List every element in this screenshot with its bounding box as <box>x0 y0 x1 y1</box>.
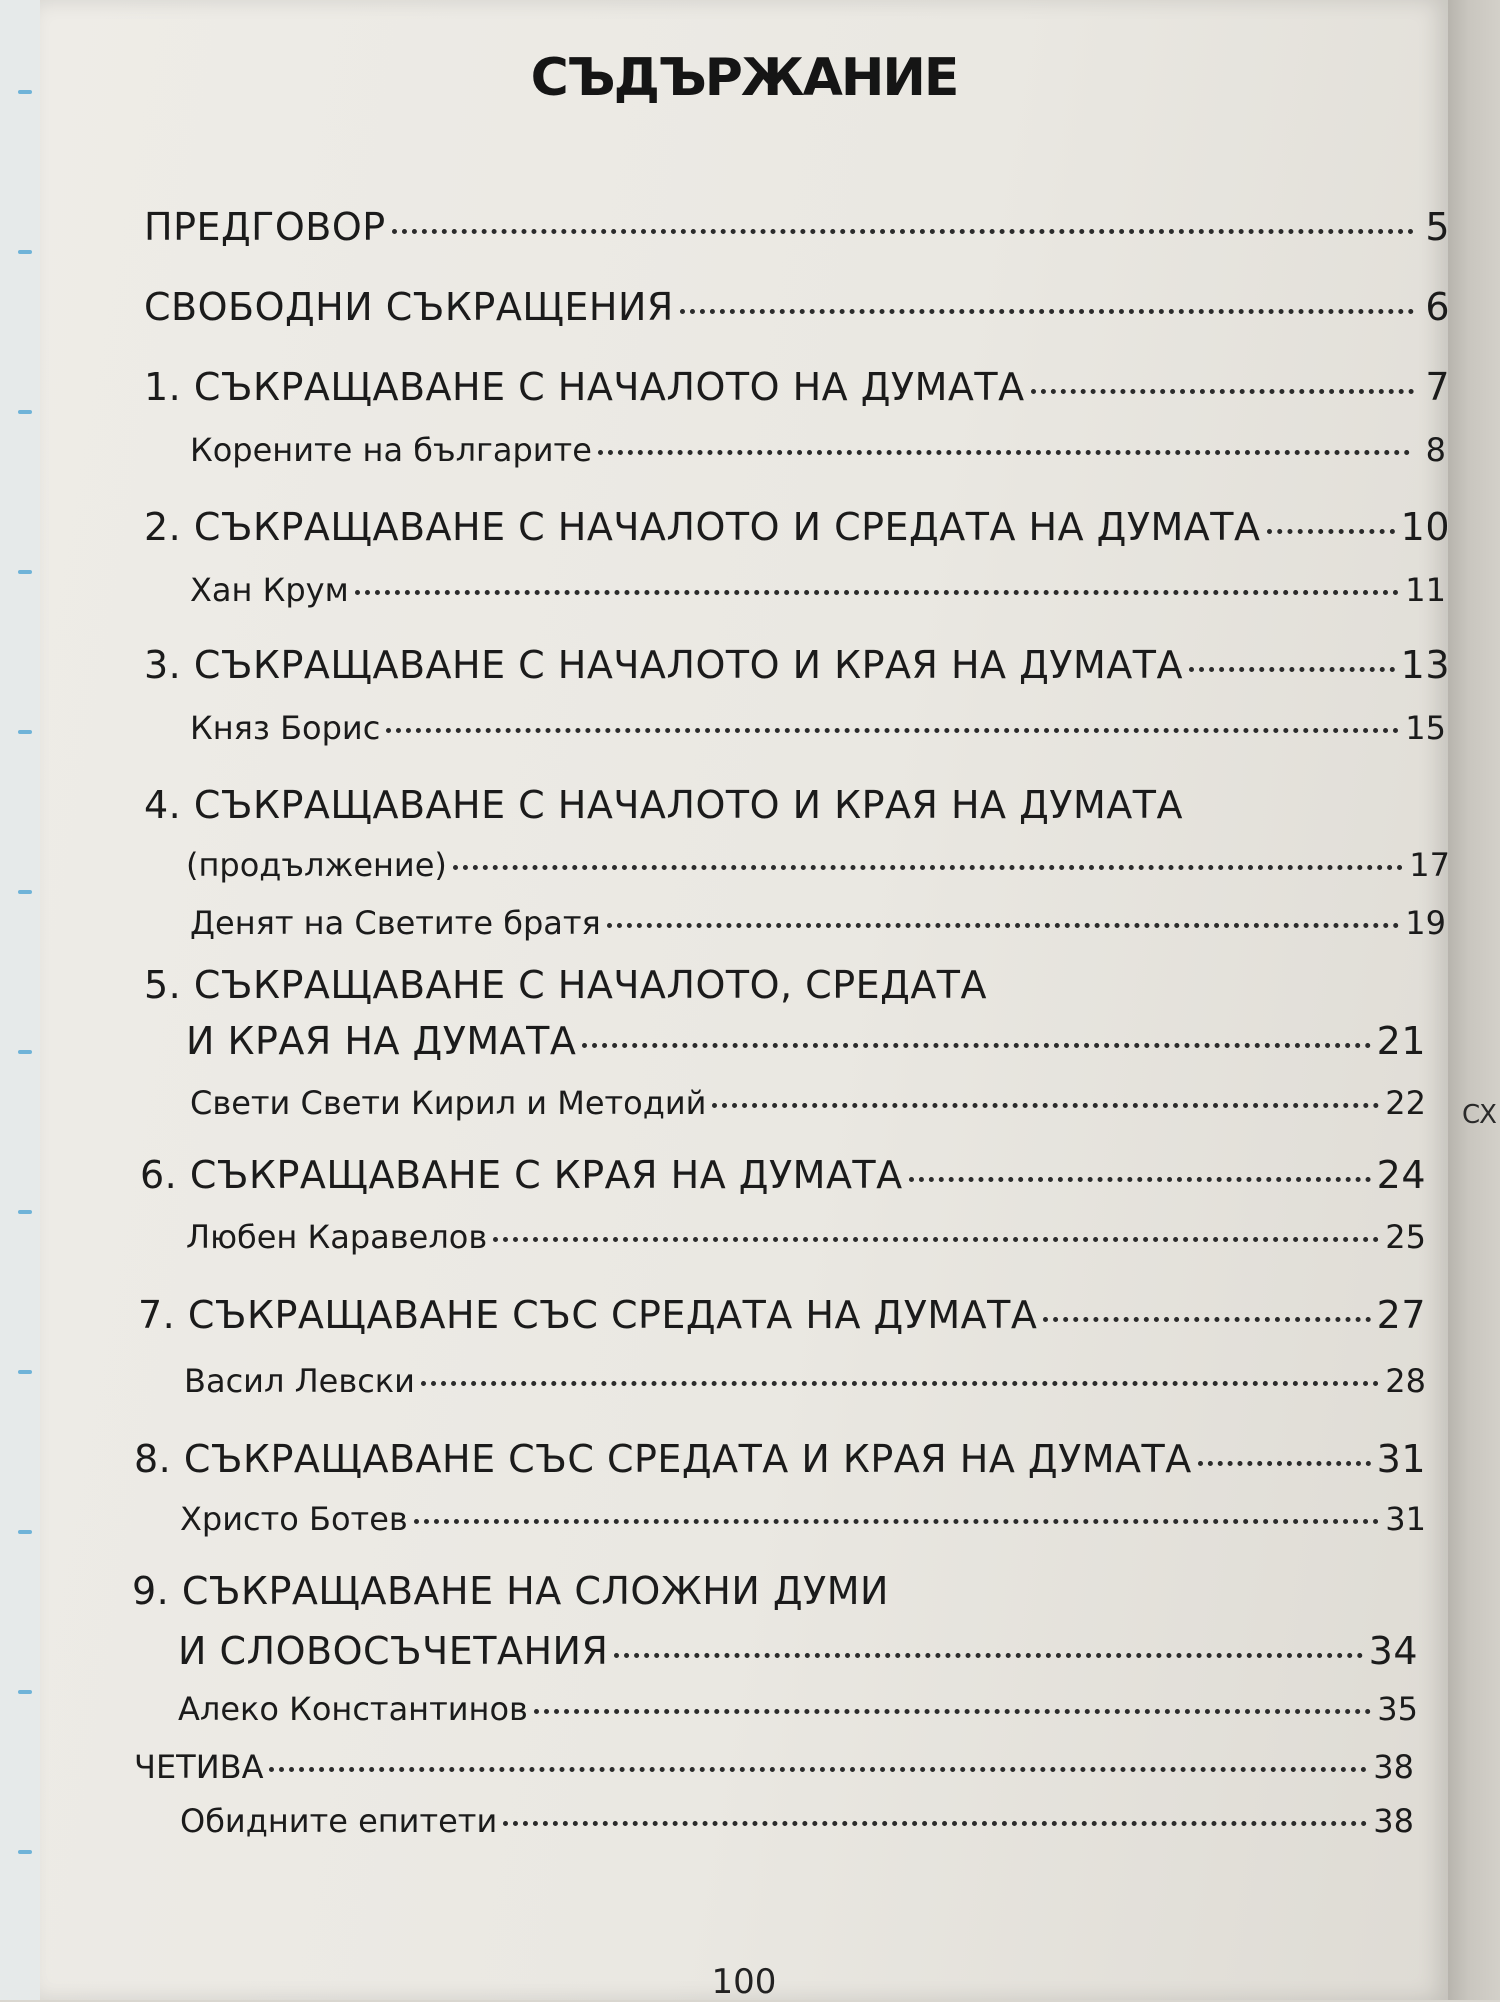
toc-label: Обидните епитети <box>180 1802 498 1840</box>
margin-dash <box>18 410 32 414</box>
toc-label: 7. СЪКРАЩАВАНЕ СЪС СРЕДАТА НА ДУМАТА <box>138 1293 1038 1337</box>
margin-dash <box>18 1690 32 1694</box>
toc-subentry-chapter-8[interactable] <box>180 1494 1426 1544</box>
toc-label: 2. СЪКРАЩАВАНЕ С НАЧАЛОТО И СРЕДАТА НА ДУМАТА <box>144 505 1261 549</box>
toc-page-number: 27 <box>1376 1293 1426 1337</box>
toc-label: Хан Крум <box>190 571 349 609</box>
leader-dots <box>582 1041 1370 1048</box>
margin-dash <box>18 1370 32 1374</box>
margin-dash <box>18 570 32 574</box>
toc-subentry-chapter-1[interactable] <box>190 425 1446 475</box>
toc-label: 6. СЪКРАЩАВАНЕ С КРАЯ НА ДУМАТА <box>140 1153 903 1197</box>
toc-page-number: 34 <box>1368 1629 1418 1673</box>
toc-subentry-chapter-5[interactable] <box>190 1078 1426 1128</box>
toc-page-number: 5 <box>1425 205 1450 249</box>
toc-entry-chapter-3[interactable] <box>144 640 1450 690</box>
toc-subentry-chapter-6[interactable] <box>186 1212 1426 1262</box>
toc-page-number: 19 <box>1405 904 1446 942</box>
leader-dots <box>453 863 1403 870</box>
toc-label: Княз Борис <box>190 709 381 747</box>
toc-subentry-chapter-2[interactable] <box>190 565 1446 615</box>
toc-page-number: 15 <box>1405 709 1446 747</box>
leader-dots <box>1031 387 1414 394</box>
toc-label: (продължение) <box>186 846 447 884</box>
leader-dots <box>355 588 1400 595</box>
toc-page-number: 31 <box>1376 1437 1426 1481</box>
leader-dots <box>614 1651 1362 1658</box>
book-page <box>40 0 1448 2000</box>
table-of-contents <box>40 0 1448 2000</box>
leader-dots <box>1198 1459 1371 1466</box>
toc-label: 3. СЪКРАЩАВАНЕ С НАЧАЛОТО И КРАЯ НА ДУМАТА <box>144 643 1183 687</box>
left-page-edge <box>0 0 41 2000</box>
toc-entry-chapter-4[interactable] <box>186 840 1450 890</box>
leader-dots <box>909 1175 1371 1182</box>
toc-page-number: 24 <box>1376 1153 1426 1197</box>
toc-label: 8. СЪКРАЩАВАНЕ СЪС СРЕДАТА И КРАЯ НА ДУМАТА <box>134 1437 1192 1481</box>
toc-entry-free-abbreviations[interactable] <box>144 282 1450 332</box>
toc-entry-chapter-5[interactable] <box>186 1016 1426 1066</box>
toc-entry-chapter-6[interactable] <box>140 1150 1426 1200</box>
toc-page-number: 17 <box>1409 846 1450 884</box>
toc-label: ПРЕДГОВОР <box>144 205 386 249</box>
toc-page-number: 21 <box>1376 1019 1426 1063</box>
toc-page-number: 11 <box>1405 571 1446 609</box>
toc-page-number: 38 <box>1373 1802 1414 1840</box>
toc-entry-chapter-1[interactable] <box>144 362 1450 412</box>
leader-dots <box>1267 527 1395 534</box>
leader-dots <box>392 227 1414 234</box>
leader-dots <box>680 307 1414 314</box>
toc-entry-chapter-9[interactable] <box>178 1626 1418 1676</box>
margin-dash <box>18 730 32 734</box>
toc-page-number: 28 <box>1385 1362 1426 1400</box>
toc-page-number: 35 <box>1377 1690 1418 1728</box>
toc-label: Корените на българите <box>190 431 592 469</box>
toc-label: И КРАЯ НА ДУМАТА <box>186 1019 577 1063</box>
leader-dots <box>493 1235 1379 1242</box>
leader-dots <box>712 1101 1379 1108</box>
leader-dots <box>414 1517 1380 1524</box>
leader-dots <box>1043 1315 1370 1322</box>
margin-dash <box>18 90 32 94</box>
toc-page-number: 8 <box>1425 431 1446 469</box>
toc-label: И СЛОВОСЪЧЕТАНИЯ <box>178 1629 609 1673</box>
toc-page-number: 31 <box>1385 1500 1426 1538</box>
margin-dash <box>18 1530 32 1534</box>
toc-entry-chapter-8[interactable] <box>134 1434 1426 1484</box>
toc-subentry-chapter-3[interactable] <box>190 703 1446 753</box>
toc-subentry-chapter-7[interactable] <box>184 1356 1426 1406</box>
toc-label: Свети Свети Кирил и Методий <box>190 1084 707 1122</box>
toc-entry-chapter-7[interactable] <box>138 1290 1426 1340</box>
margin-dash <box>18 1210 32 1214</box>
toc-page-number: 13 <box>1400 643 1450 687</box>
leader-dots <box>534 1707 1371 1714</box>
toc-entry-readings[interactable] <box>134 1742 1414 1792</box>
toc-page-number: 22 <box>1385 1084 1426 1122</box>
page-number: 100 <box>711 1962 777 2002</box>
leader-dots <box>1189 665 1395 672</box>
toc-entry-chapter-4-line1[interactable]: 4. СЪКРАЩАВАНЕ С НАЧАЛОТО И КРАЯ НА ДУМАТА <box>144 783 1183 827</box>
toc-label: Алеко Константинов <box>178 1690 528 1728</box>
toc-entry-chapter-5-line1[interactable]: 5. СЪКРАЩАВАНЕ С НАЧАЛОТО, СРЕДАТА <box>144 963 988 1007</box>
toc-page-number: 7 <box>1425 365 1450 409</box>
leader-dots <box>503 1819 1367 1826</box>
right-page-edge <box>1448 0 1500 2000</box>
toc-entry-preface[interactable] <box>144 202 1450 252</box>
edge-text: СХ <box>1462 1100 1496 1130</box>
toc-label: ЧЕТИВА <box>134 1748 264 1786</box>
margin-dash <box>18 1850 32 1854</box>
leader-dots <box>607 921 1400 928</box>
toc-page-number: 10 <box>1400 505 1450 549</box>
margin-dash <box>18 890 32 894</box>
leader-dots <box>598 448 1410 455</box>
toc-subentry-chapter-4[interactable] <box>190 898 1446 948</box>
toc-label: СВОБОДНИ СЪКРАЩЕНИЯ <box>144 285 674 329</box>
page-title: СЪДЪРЖАНИЕ <box>530 48 958 108</box>
toc-page-number: 38 <box>1373 1748 1414 1786</box>
margin-dash <box>18 250 32 254</box>
leader-dots <box>421 1379 1379 1386</box>
toc-label: Денят на Светите братя <box>190 904 601 942</box>
toc-label: Васил Левски <box>184 1362 415 1400</box>
toc-label: 1. СЪКРАЩАВАНЕ С НАЧАЛОТО НА ДУМАТА <box>144 365 1025 409</box>
toc-label: Христо Ботев <box>180 1500 408 1538</box>
margin-dash <box>18 1050 32 1054</box>
toc-subentry-chapter-9[interactable] <box>178 1684 1418 1734</box>
leader-dots <box>386 726 1399 733</box>
toc-entry-chapter-9-line1[interactable]: 9. СЪКРАЩАВАНЕ НА СЛОЖНИ ДУМИ <box>132 1569 889 1613</box>
leader-dots <box>269 1765 1367 1772</box>
toc-subentry-readings[interactable] <box>180 1796 1414 1846</box>
toc-entry-chapter-2[interactable] <box>144 502 1450 552</box>
toc-page-number: 25 <box>1385 1218 1426 1256</box>
toc-page-number: 6 <box>1425 285 1450 329</box>
toc-label: Любен Каравелов <box>186 1218 488 1256</box>
